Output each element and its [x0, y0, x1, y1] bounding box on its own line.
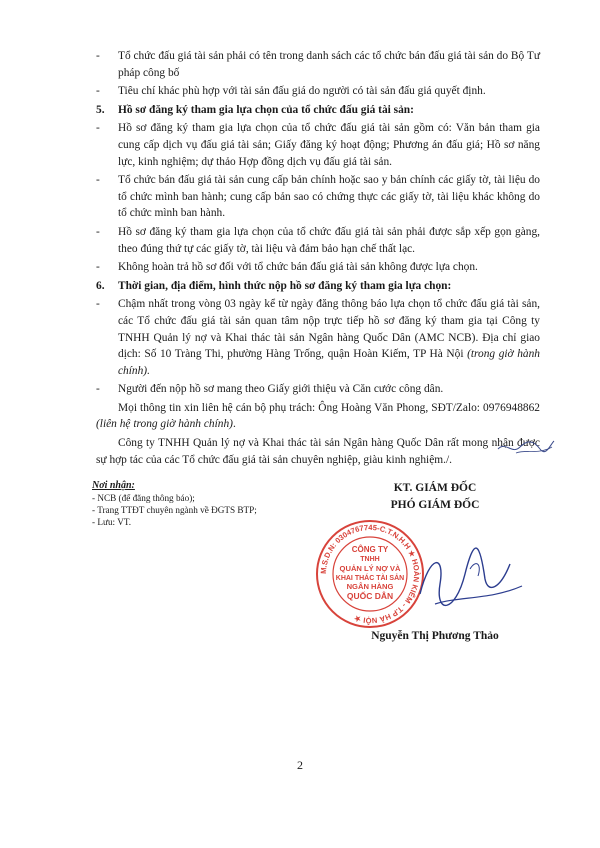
recipient-item: - Trang TTĐT chuyên ngành về ĐGTS BTP; — [92, 505, 257, 515]
bullet-paragraph — [96, 83, 540, 100]
seal-line: TNHH — [360, 556, 380, 563]
paragraph-text: Mọi thông tin xin liên hệ cán bộ phụ trách: Ông Hoàng Văn Phong, SĐT/Zalo: 0976948862 — [118, 401, 540, 414]
closing-flourish — [496, 437, 556, 457]
document-body — [96, 48, 540, 470]
bullet-dash: - — [96, 174, 100, 187]
handwritten-signature-icon — [410, 534, 530, 624]
bullet-paragraph — [96, 296, 540, 379]
bullet-dash: - — [96, 383, 100, 396]
paragraph-text: Hồ sơ đăng ký tham gia lựa chọn của tổ chức đấu giá tài sản gồm có: Văn bản tham gia cung cấp dịch vụ đấu giá tài sản; Giấy đăng ký hoạt động; Phương án đấu giá; Hồ sơ năng lực, kinh nghiệm; dự thảo Hợp đồng dịch vụ đấu giá tài sản. — [118, 122, 540, 168]
section-number: 6. — [96, 279, 105, 292]
signature-header — [330, 480, 540, 514]
paragraph-text: Hồ sơ đăng ký tham gia lựa chọn của tổ chức đấu giá tài sản phải được sắp xếp gọn gàng, theo đúng thứ tự các giấy tờ, tài liệu và đảm bảo hạn chế thất lạc. — [118, 225, 540, 255]
section-number: 5. — [96, 103, 105, 116]
paragraph-tail: . — [232, 418, 236, 431]
paragraph-text: Tổ chức bán đấu giá tài sản cung cấp bản chính hoặc sao y bản chính các giấy tờ, tài liệu do tổ chức mình ban hành; cung cấp bản sao có chứng thực các giấy tờ, tài liệu khác không do tổ chức mình ban hành. — [118, 174, 540, 220]
seal-line: KHAI THÁC TÀI SẢN — [335, 575, 405, 582]
bullet-paragraph — [96, 120, 540, 170]
paragraph-text: Công ty TNHH Quản lý nợ và Khai thác tài sản Ngân hàng Quốc Dân rất mong nhận được sự hợp tác của các Tổ chức đấu giá tài sản chuyên nghiệp, giàu kinh nghiệm./. — [96, 437, 540, 466]
bullet-dash: - — [96, 122, 100, 135]
seal-ring-text: M.S.D.N: 0304767745-C.T.N.H.H ★ HOÀN KIẾM - T.P HÀ NỘI ★ — [318, 522, 422, 626]
closing-paragraph — [96, 435, 540, 468]
bullet-dash: - — [96, 50, 100, 62]
signer-name: Nguyễn Thị Phương Thảo — [371, 630, 499, 642]
section-heading — [96, 278, 540, 295]
bullet-paragraph — [96, 172, 540, 222]
recipients-block — [92, 480, 332, 528]
paragraph-text: Tiêu chí khác phù hợp với tài sản đấu giá do người có tài sản đấu giá quyết định. — [118, 85, 486, 98]
heading-text: Hồ sơ đăng ký tham gia lựa chọn của tổ chức đấu giá tài sản: — [118, 103, 414, 116]
bullet-paragraph — [96, 259, 540, 276]
bullet-dash: - — [96, 261, 100, 274]
seal-line: NGÂN HÀNG — [346, 582, 394, 591]
recipient-item: - Lưu: VT. — [92, 517, 132, 527]
seal-line: QUẢN LÝ NỢ VÀ — [339, 564, 401, 573]
paragraph-text: Không hoàn trả hồ sơ đối với tổ chức bán đấu giá tài sản không được lựa chọn. — [118, 261, 478, 274]
paragraph-text: Chậm nhất trong vòng 03 ngày kể từ ngày đăng thông báo lựa chọn tổ chức đấu giá tài sản, các Tổ chức đấu giá tài sản quan tâm nộp trực tiếp hồ sơ đăng ký tham gia tại Công ty TNHH Quản lý nợ và Khai thác tài sản Ngân hàng Quốc Dân (AMC NCB). Địa chỉ giao dịch: Số 10 Tràng Thi, phường Hàng Trống, quận Hoàn Kiếm, TP Hà Nội — [118, 298, 540, 361]
recipient-item: - NCB (để đăng thông báo); — [92, 493, 195, 503]
paragraph-text: Người đến nộp hồ sơ mang theo Giấy giới thiệu và Căn cước công dân. — [118, 383, 444, 396]
signature-title-2: PHÓ GIÁM ĐỐC — [390, 499, 480, 511]
bullet-dash: - — [96, 85, 100, 98]
bullet-paragraph — [96, 381, 540, 398]
seal-line: QUỐC DÂN — [346, 591, 394, 601]
paragraph-italic: (trong giờ hành chính). — [118, 348, 540, 377]
bullet-dash: - — [96, 298, 100, 311]
bullet-dash: - — [96, 225, 100, 238]
paragraph-italic: (liên hệ trong giờ hành chính) — [96, 418, 233, 431]
bullet-paragraph — [96, 48, 540, 81]
bullet-paragraph — [96, 224, 540, 257]
recipients-title: Nơi nhận: — [92, 480, 135, 491]
indented-paragraph — [96, 400, 540, 433]
page-number: 2 — [297, 758, 303, 772]
seal-line: CÔNG TY — [351, 545, 389, 554]
heading-text: Thời gian, địa điểm, hình thức nộp hồ sơ đăng ký tham gia lựa chọn: — [118, 279, 452, 292]
paragraph-text: Tổ chức đấu giá tài sản phải có tên trong danh sách các tổ chức bán đấu giá tài sản do Bộ Tư pháp công bố — [118, 50, 540, 79]
signature-title-1: KT. GIÁM ĐỐC — [393, 482, 477, 494]
section-heading — [96, 102, 540, 119]
